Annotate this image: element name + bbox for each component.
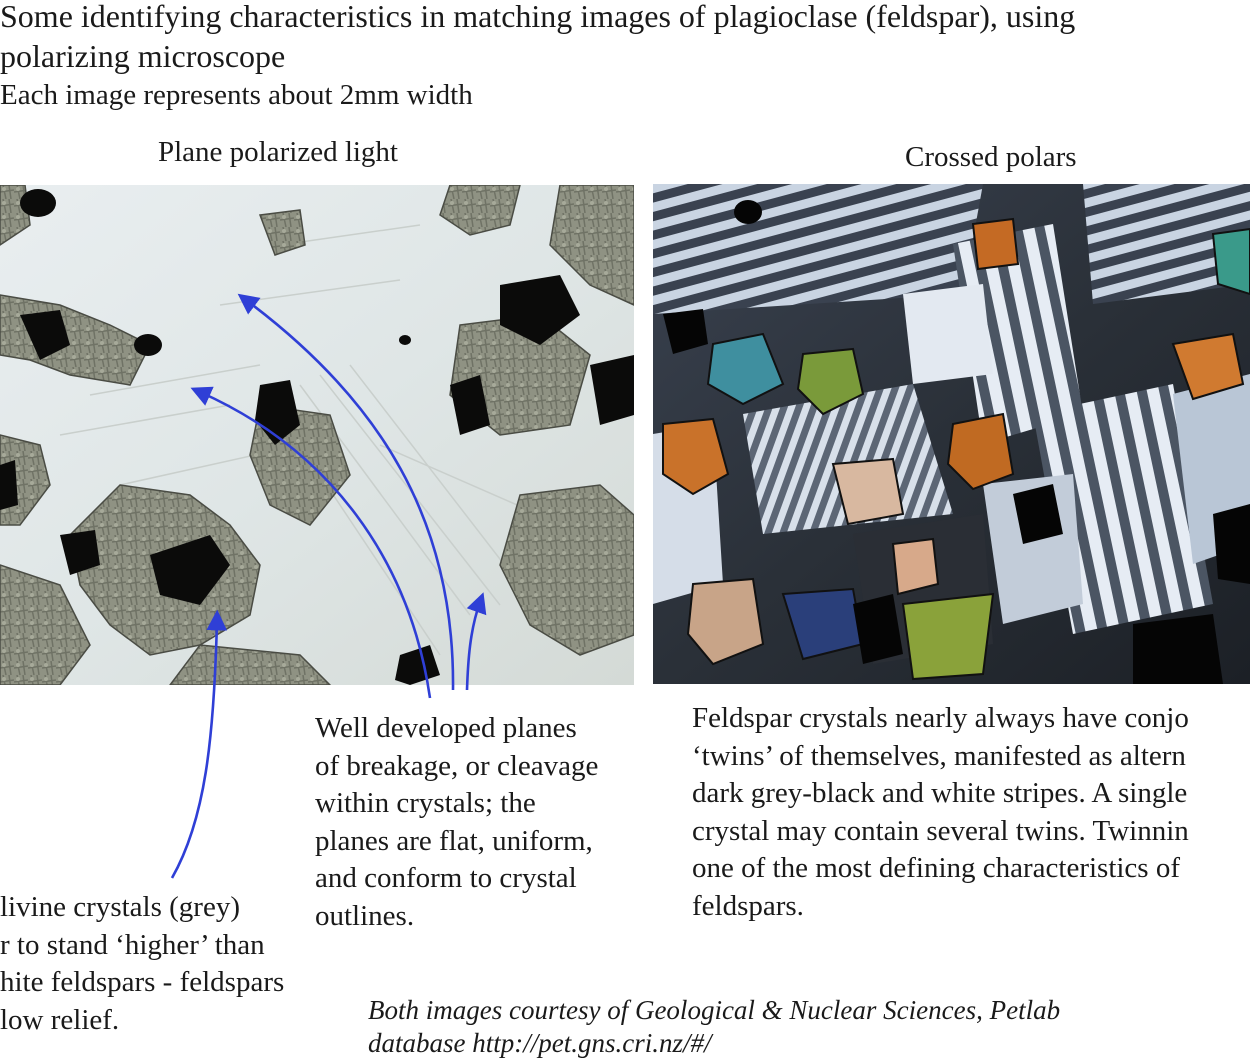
twins-line: crystal may contain several twins. Twinnin: [692, 814, 1189, 847]
plane-polarized-micrograph: [0, 185, 634, 685]
cleavage-line: and conform to crystal: [315, 862, 577, 894]
crossed-polars-micrograph: [653, 184, 1250, 684]
twins-annotation: [692, 700, 1250, 925]
credit-line: Both images courtesy of Geological & Nuclear Sciences, Petlab: [368, 995, 1061, 1025]
twins-line: Feldspar crystals nearly always have conjo: [692, 702, 1189, 734]
twins-line: feldspars.: [692, 889, 804, 922]
olivine-line: hite feldspars - feldspars: [0, 966, 285, 998]
olivine-line: r to stand ‘higher’ than: [0, 928, 265, 961]
cleavage-line: outlines.: [315, 899, 415, 932]
olivine-line: livine crystals (grey): [0, 891, 240, 923]
cleavage-line: of breakage, or cleavage: [315, 749, 599, 782]
olivine-line: low relief.: [0, 1003, 120, 1036]
crossed-polars-image: [653, 184, 1250, 684]
cleavage-line: planes are flat, uniform,: [315, 824, 593, 857]
image-credit: [368, 994, 1060, 1059]
credit-line: database http://pet.gns.cri.nz/#/: [368, 1028, 712, 1058]
olivine-annotation: [0, 889, 330, 1039]
twins-line: ‘twins’ of themselves, manifested as altern: [692, 739, 1186, 772]
twins-line: one of the most defining characteristics of: [692, 852, 1181, 884]
title-line-2: polarizing microscope: [0, 38, 286, 74]
cleavage-annotation: [315, 710, 598, 935]
crossed-polars-label: Crossed polars: [905, 141, 1077, 173]
plane-polarized-label: Plane polarized light: [158, 136, 398, 168]
cleavage-line: Well developed planes: [315, 712, 577, 744]
title-line-1: Some identifying characteristics in matching images of plagioclase (feldspar), using: [0, 0, 1076, 34]
twins-line: dark grey-black and white stripes. A single: [692, 777, 1188, 809]
page-title: [0, 0, 1075, 76]
plane-polarized-image: [0, 185, 634, 685]
cleavage-line: within crystals; the: [315, 787, 536, 819]
scale-note: Each image represents about 2mm width: [0, 79, 473, 111]
